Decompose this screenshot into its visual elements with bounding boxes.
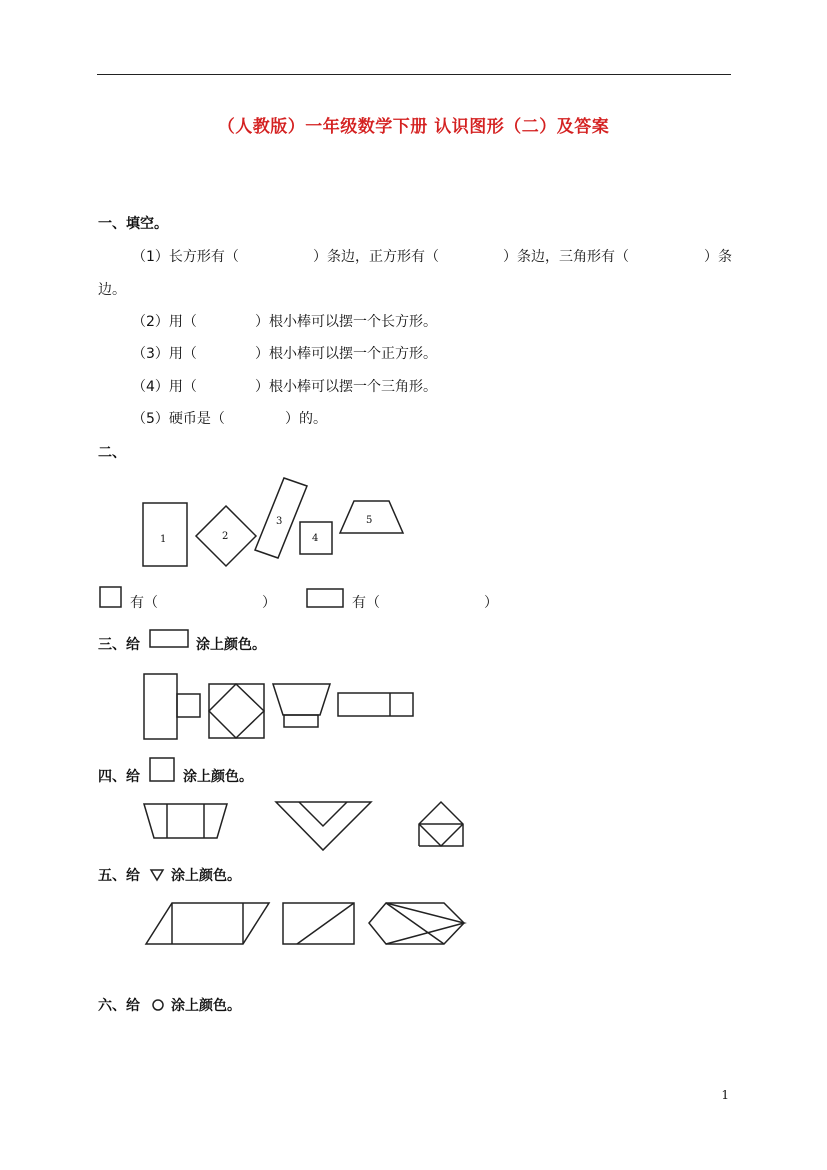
section2-heading: 二、 xyxy=(98,445,126,461)
rect-answer-open: 有（ xyxy=(352,595,380,611)
q1-part-a: （1）长方形有（ xyxy=(132,249,239,265)
q1-part-c: ）条边，三角形有（ xyxy=(503,249,629,265)
shape-label-3: 3 xyxy=(276,516,283,527)
shape-label-4: 4 xyxy=(312,533,319,544)
rect-answer-close: ） xyxy=(484,595,498,611)
q3-part-b: ）根小棒可以摆一个正方形。 xyxy=(255,346,437,362)
page-title: （人教版）一年级数学下册 认识图形（二）及答案 xyxy=(217,117,610,137)
q4-part-a: （4）用（ xyxy=(132,379,197,395)
section4-heading-a: 四、给 xyxy=(98,769,140,785)
section5-heading-a: 五、给 xyxy=(98,868,140,884)
shape-label-5: 5 xyxy=(366,515,373,526)
section1-heading: 一、填空。 xyxy=(98,216,168,232)
q1-part-e: 边。 xyxy=(98,282,126,298)
page-number: 1 xyxy=(721,1088,729,1102)
q5-part-a: （5）硬币是（ xyxy=(132,411,225,427)
section4-heading-b: 涂上颜色。 xyxy=(183,769,253,785)
q4-part-b: ）根小棒可以摆一个三角形。 xyxy=(255,379,437,395)
shape-label-2: 2 xyxy=(222,531,229,542)
q1-part-b: ）条边，正方形有（ xyxy=(313,249,439,265)
q2-part-b: ）根小棒可以摆一个长方形。 xyxy=(255,314,437,330)
square-answer-close: ） xyxy=(262,595,276,611)
section3-heading-b: 涂上颜色。 xyxy=(196,637,266,653)
section5-heading-b: 涂上颜色。 xyxy=(171,868,241,884)
q1-part-d: ）条 xyxy=(704,249,732,265)
section6-heading-a: 六、给 xyxy=(98,998,140,1014)
q3-part-a: （3）用（ xyxy=(132,346,197,362)
square-answer-open: 有（ xyxy=(130,595,158,611)
section6-heading-b: 涂上颜色。 xyxy=(171,998,241,1014)
section3-heading-a: 三、给 xyxy=(98,637,140,653)
circle-icon xyxy=(153,1000,163,1010)
q5-part-b: ）的。 xyxy=(285,411,327,427)
q2-part-a: （2）用（ xyxy=(132,314,197,330)
shape-label-1: 1 xyxy=(160,534,167,545)
